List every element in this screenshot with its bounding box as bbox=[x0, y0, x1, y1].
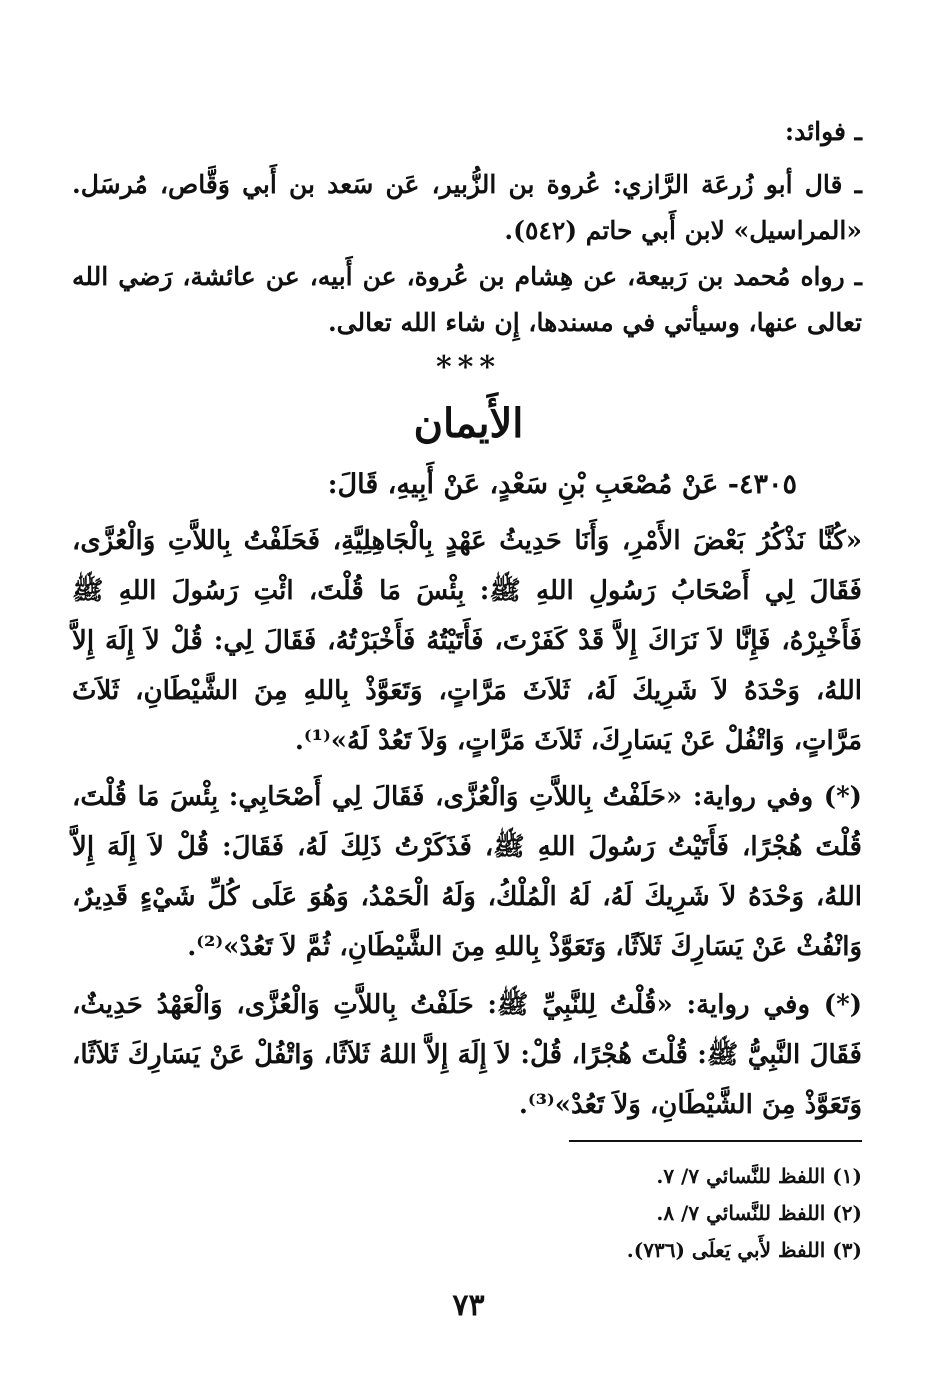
footnote-1: (١) اللفظ للنَّسائي ٧/ ٧. bbox=[656, 1164, 862, 1188]
footnote-2: (٢) اللفظ للنَّسائي ٧/ ٨. bbox=[656, 1201, 862, 1225]
footnote-divider bbox=[569, 1140, 862, 1142]
narration-1: (*) وفي رواية: «حَلَفْتُ بِاللاَّتِ وَالْعُزَّى، فَقَالَ لِي أَصْحَابِي: بِئْسَ مَا قُلْتَ، قُلْتَ هُجْرًا، فَأَتَيْتُ رَسُولَ اللهِ ﷺ، فَذَكَرْتُ ذَلِكَ لَهُ، فَقَالَ: قُلْ لاَ إِلَهَ إِلاَّ اللهُ، وَحْدَهُ لاَ شَرِيكَ لَهُ، لَهُ الْمُلْكُ، وَلَهُ الْحَمْدُ، وَهُوَ عَلَى كُلِّ شَيْءٍ قَدِيرٌ، وَانْفُثْ عَنْ يَسَارِكَ ثَلاَثًا، وَتَعَوَّذْ بِاللهِ مِنَ الشَّيْطَانِ، ثُمَّ لاَ تَعُدْ»⁽²⁾. bbox=[72, 782, 862, 962]
section-separator: *** bbox=[435, 350, 502, 385]
hadith-header: ٤٣٠٥- عَنْ مُصْعَبِ بْنِ سَعْدٍ، عَنْ أَبِيهِ، قَالَ: bbox=[327, 469, 797, 500]
benefit-note-2: ـ رواه مُحمد بن رَبيعة، عن هِشام بن عُروة، عن أَبيه، عن عائشة، رَضي الله تعالى عنها، وسيأتي في مسندها، إِن شاء الله تعالى. bbox=[72, 262, 862, 337]
benefit-note-1: ـ قال أبو زُرعَة الرَّازي: عُروة بن الزُّبير، عَن سَعد بن أَبي وَقَّاص، مُرسَل. «المراسيل» لابن أَبي حاتم (٥٤٢). bbox=[72, 170, 862, 245]
narration-2: (*) وفي رواية: «قُلْتُ لِلنَّبِيِّ ﷺ: حَلَفْتُ بِاللاَّتِ وَالْعُزَّى، وَالْعَهْدُ حَدِيثٌ، فَقَالَ النَّبِيُّ ﷺ: قُلْتَ هُجْرًا، قُلْ: لاَ إِلَهَ إِلاَّ اللهُ ثَلاَثًا، وَاتْفُلْ عَنْ يَسَارِكَ ثَلاَثًا، وَتَعَوَّذْ مِنَ الشَّيْطَانِ، وَلاَ تَعُدْ»⁽³⁾. bbox=[72, 990, 862, 1120]
benefits-heading: ـ فوائد: bbox=[784, 117, 862, 146]
hadith-text: «كُنَّا نَذْكُرُ بَعْضَ الأَمْرِ، وَأَنَا حَدِيثُ عَهْدٍ بِالْجَاهِلِيَّةِ، فَحَلَفْتُ بِاللاَّتِ وَالْعُزَّى، فَقَالَ لِي أَصْحَابُ رَسُولِ اللهِ ﷺ: بِئْسَ مَا قُلْتَ، ائْتِ رَسُولَ اللهِ ﷺ فَأَخْبِرْهُ، فَإِنَّا لاَ نَرَاكَ إِلاَّ قَدْ كَفَرْتَ، فَأَتَيْتُهُ فَأَخْبَرْتُهُ، فَقَالَ لِي: قُلْ لاَ إِلَهَ إِلاَّ اللهُ، وَحْدَهُ لاَ شَرِيكَ لَهُ، ثَلاَثَ مَرَّاتٍ، وَتَعَوَّذْ بِاللهِ مِنَ الشَّيْطَانِ، ثَلاَثَ مَرَّاتٍ، وَاتْفُلْ عَنْ يَسَارِكَ، ثَلاَثَ مَرَّاتٍ، وَلاَ تَعُدْ لَهُ»⁽¹⁾. bbox=[72, 526, 862, 756]
section-title: الأَيمان bbox=[413, 400, 524, 447]
footnote-3: (٣) اللفظ لأَبي يَعلَى (٧٣٦). bbox=[626, 1238, 862, 1262]
footnotes-list bbox=[72, 1158, 862, 1269]
page-number: ٧٣ bbox=[452, 1288, 485, 1323]
